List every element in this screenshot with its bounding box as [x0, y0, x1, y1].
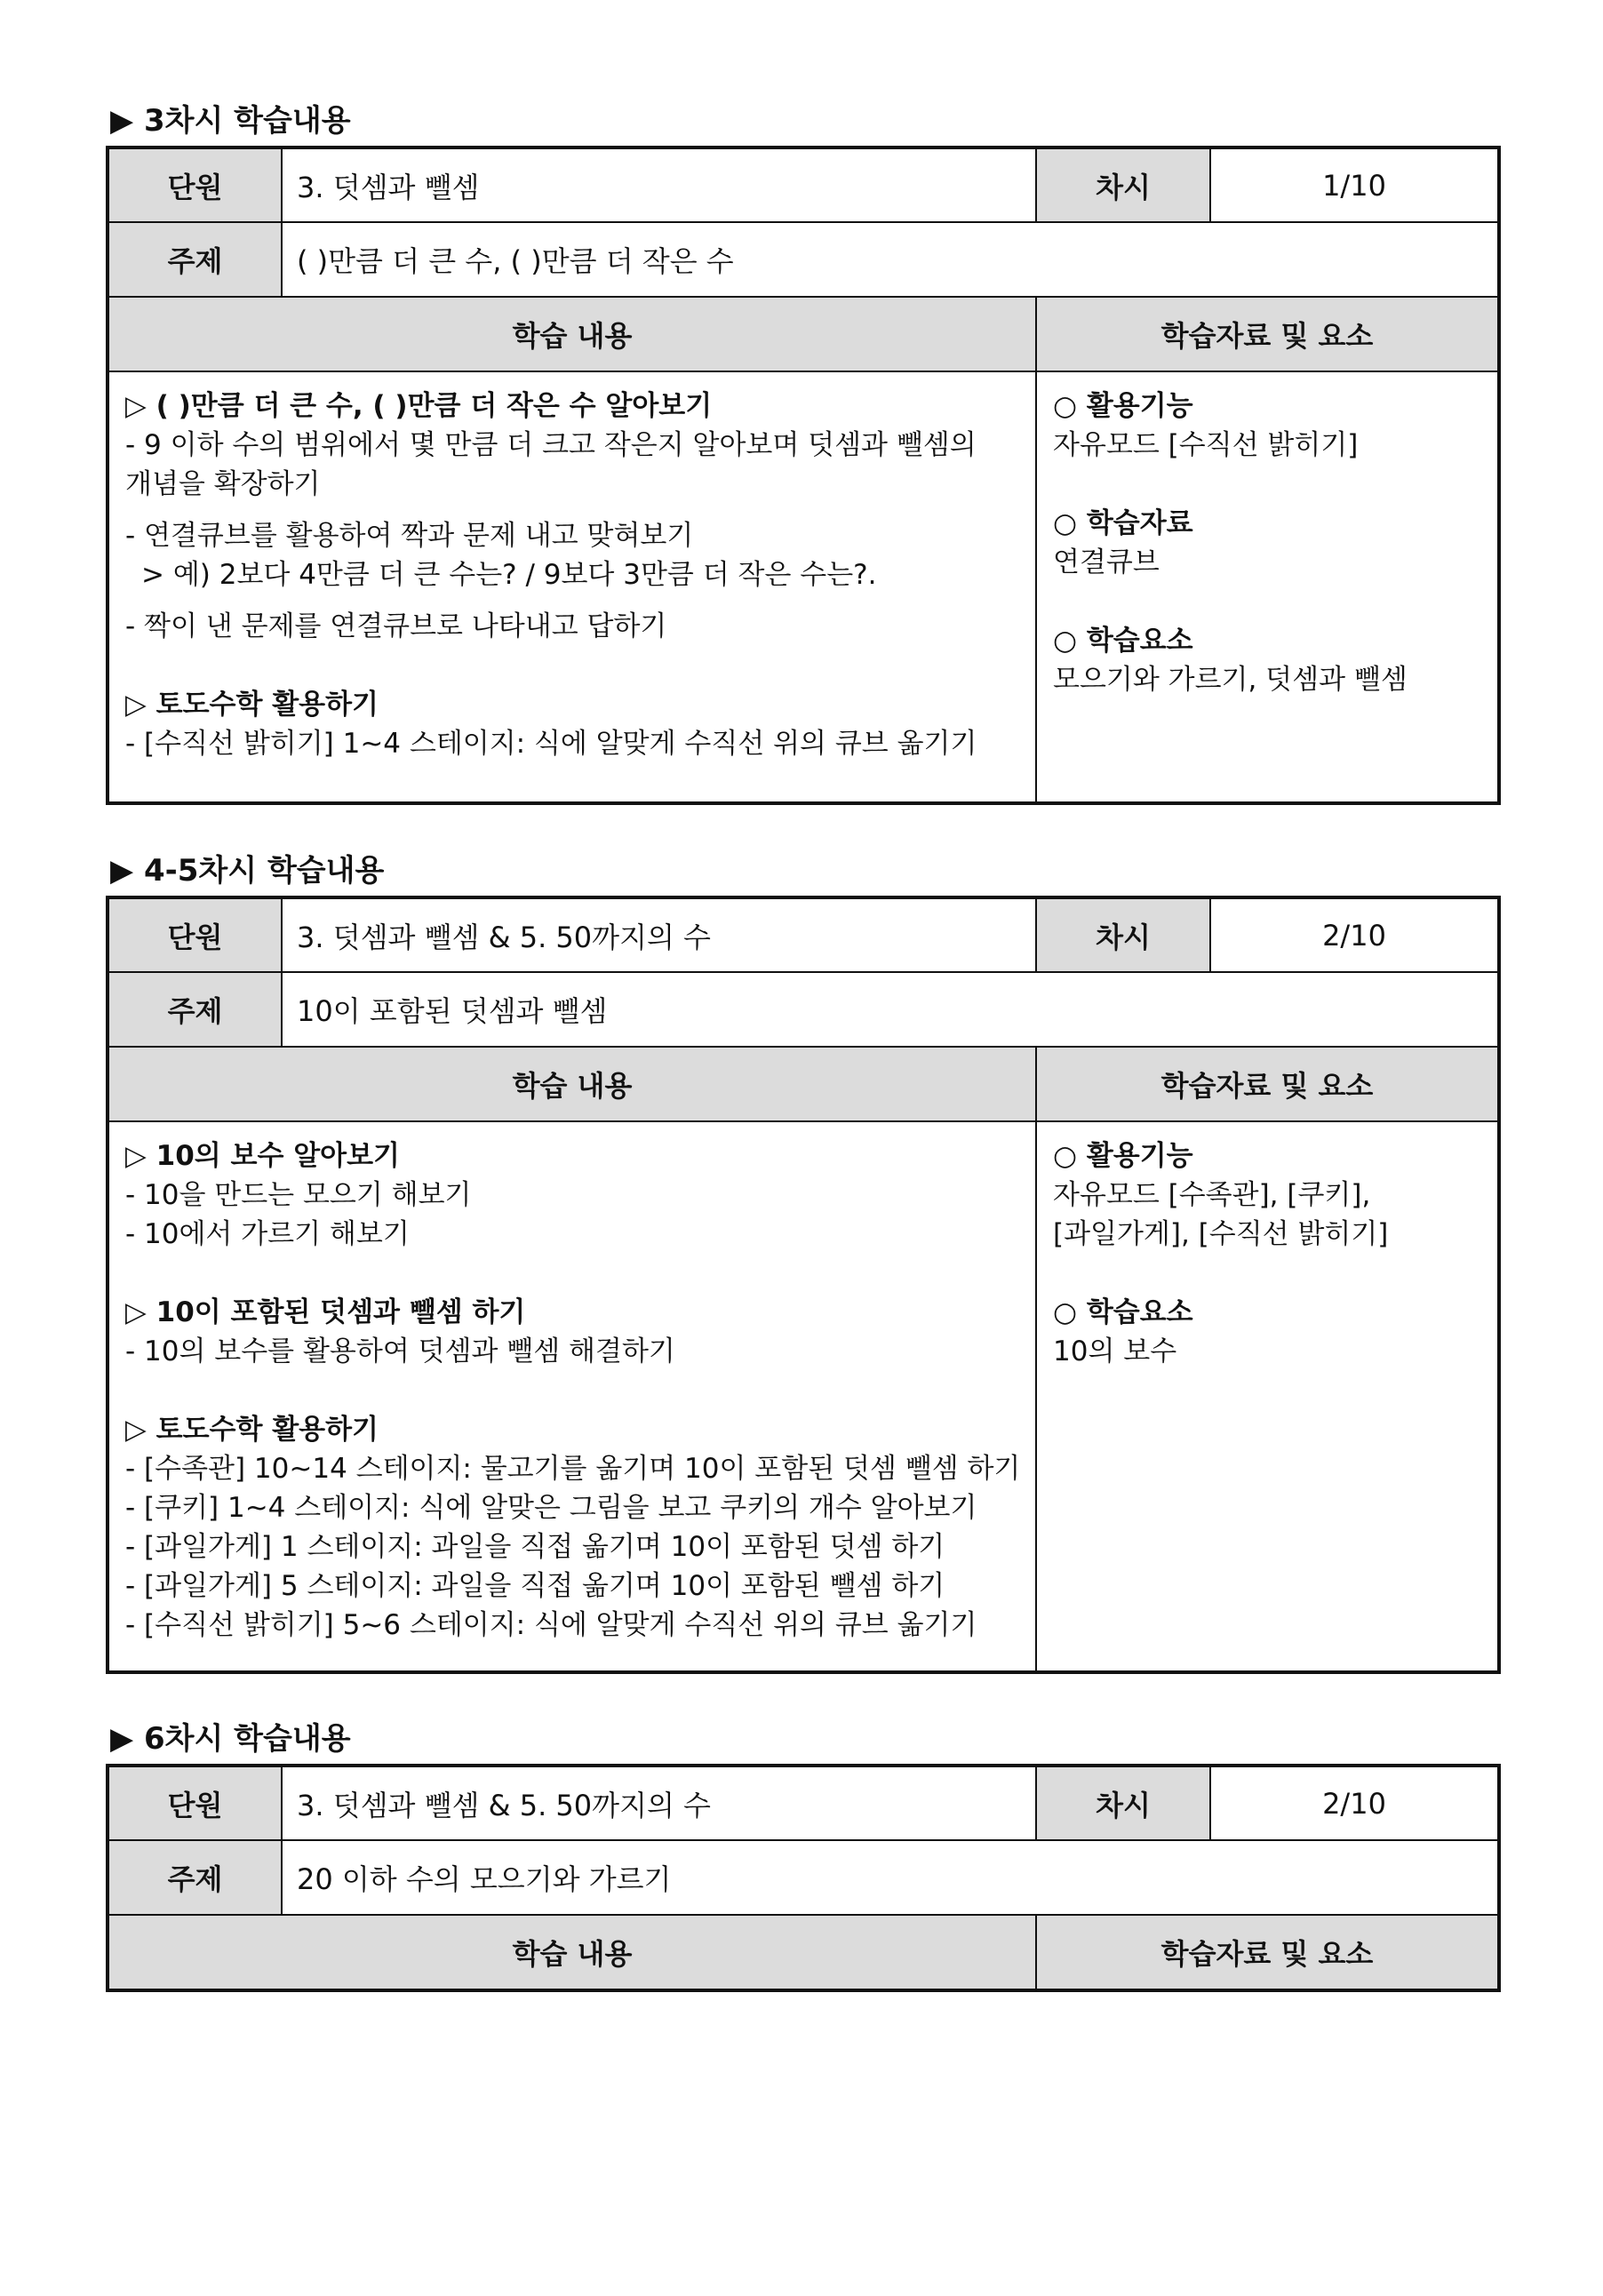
content-line: - [과일가게] 1 스테이지: 과일을 직접 옮기며 10이 포함된 덧셈 하기 [125, 1531, 945, 1563]
triangle-right-icon: ▶ [110, 853, 134, 889]
materials-value: 모으기와 가르기, 덧셈과 뺄셈 [1053, 664, 1408, 696]
period-value: 2/10 [1210, 1766, 1499, 1840]
content-heading: ▷ 토도수학 활용하기 [125, 689, 379, 721]
content-header: 학습 내용 [108, 297, 1036, 371]
materials-header: 학습자료 및 요소 [1036, 297, 1499, 371]
topic-row [108, 972, 1499, 1047]
materials-value: [과일가게], [수직선 밝히기] [1053, 1218, 1389, 1250]
materials-value: 자유모드 [수족관], [쿠키], [1053, 1179, 1371, 1211]
content-line: > 예) 2보다 4만큼 더 큰 수는? / 9보다 3만큼 더 작은 수는?. [141, 559, 877, 591]
period-label: 차시 [1036, 147, 1210, 222]
materials-heading: ○ 활용기능 [1053, 390, 1193, 422]
content-line: - 짝이 낸 문제를 연결큐브로 나타내고 답하기 [125, 610, 667, 642]
learning-content [108, 371, 1036, 803]
content-line: - [과일가게] 5 스테이지: 과일을 직접 옮기며 10이 포함된 뺄셈 하기 [125, 1570, 945, 1602]
content-line: - [수직선 밝히기] 5~6 스테이지: 식에 알맞게 수직선 위의 큐브 옮기기 [125, 1609, 977, 1641]
materials-header: 학습자료 및 요소 [1036, 1915, 1499, 1990]
section-title-3: ▶ 3차시 학습내용 [110, 103, 351, 139]
section-title-4-5: ▶ 4-5차시 학습내용 [110, 853, 385, 889]
triangle-right-icon: ▶ [110, 103, 134, 139]
materials-value: 자유모드 [수직선 밝히기] [1053, 429, 1359, 461]
content-line: - [쿠키] 1~4 스테이지: 식에 알맞은 그림을 보고 쿠키의 개수 알아보기 [125, 1492, 977, 1524]
header-row [108, 1915, 1499, 1990]
content-heading: ▷ 10의 보수 알아보기 [125, 1140, 400, 1172]
section-title-6: ▶ 6차시 학습내용 [110, 1721, 351, 1757]
topic-value: ( )만큼 더 큰 수, ( )만큼 더 작은 수 [282, 222, 1499, 297]
learning-materials [1036, 1121, 1499, 1672]
unit-value: 3. 덧셈과 뺄셈 & 5. 50까지의 수 [282, 897, 1036, 972]
content-heading: ▷ 10이 포함된 덧셈과 뺄셈 하기 [125, 1296, 526, 1328]
topic-value: 20 이하 수의 모으기와 가르기 [282, 1840, 1499, 1915]
content-line: - 9 이하 수의 범위에서 몇 만큼 더 크고 작은지 알아보며 덧셈과 뺄셈의 [125, 429, 977, 461]
learning-materials [1036, 371, 1499, 803]
materials-value: 연결큐브 [1053, 546, 1160, 578]
content-line: 개념을 확장하기 [125, 468, 321, 500]
content-line: - 10의 보수를 활용하여 덧셈과 뺄셈 해결하기 [125, 1335, 675, 1367]
unit-row [108, 147, 1499, 222]
topic-label: 주제 [108, 972, 282, 1047]
header-row [108, 297, 1499, 371]
learning-content [108, 1121, 1036, 1672]
topic-label: 주제 [108, 222, 282, 297]
content-line: - 연결큐브를 활용하여 짝과 문제 내고 맞혀보기 [125, 520, 694, 552]
topic-value: 10이 포함된 덧셈과 뺄셈 [282, 972, 1499, 1047]
period-value: 2/10 [1210, 897, 1499, 972]
content-line: - 10에서 가르기 해보기 [125, 1218, 410, 1250]
materials-heading: ○ 학습요소 [1053, 1296, 1193, 1328]
unit-row [108, 1766, 1499, 1840]
content-heading: ▷ 토도수학 활용하기 [125, 1414, 379, 1446]
materials-heading: ○ 학습요소 [1053, 625, 1193, 657]
triangle-right-icon: ▶ [110, 1721, 134, 1757]
topic-row [108, 1840, 1499, 1915]
header-row [108, 1047, 1499, 1121]
materials-header: 학습자료 및 요소 [1036, 1047, 1499, 1121]
content-line: - [수직선 밝히기] 1~4 스테이지: 식에 알맞게 수직선 위의 큐브 옮기기 [125, 728, 977, 760]
lesson-table-4-5 [106, 896, 1501, 1674]
lesson-table-6 [106, 1764, 1501, 1992]
topic-row [108, 222, 1499, 297]
period-label: 차시 [1036, 1766, 1210, 1840]
unit-value: 3. 덧셈과 뺄셈 & 5. 50까지의 수 [282, 1766, 1036, 1840]
topic-label: 주제 [108, 1840, 282, 1915]
content-header: 학습 내용 [108, 1047, 1036, 1121]
unit-label: 단원 [108, 147, 282, 222]
content-row [108, 371, 1499, 803]
content-line: - [수족관] 10~14 스테이지: 물고기를 옮기며 10이 포함된 덧셈 뺄셈 하기 [125, 1453, 1021, 1485]
unit-value: 3. 덧셈과 뺄셈 [282, 147, 1036, 222]
period-value: 1/10 [1210, 147, 1499, 222]
period-label: 차시 [1036, 897, 1210, 972]
unit-row [108, 897, 1499, 972]
materials-value: 10의 보수 [1053, 1335, 1177, 1367]
unit-label: 단원 [108, 897, 282, 972]
content-row [108, 1121, 1499, 1672]
content-heading: ▷ ( )만큼 더 큰 수, ( )만큼 더 작은 수 알아보기 [125, 390, 713, 422]
content-line: - 10을 만드는 모으기 해보기 [125, 1179, 472, 1211]
lesson-table-3 [106, 146, 1501, 805]
materials-heading: ○ 활용기능 [1053, 1140, 1193, 1172]
unit-label: 단원 [108, 1766, 282, 1840]
materials-heading: ○ 학습자료 [1053, 507, 1193, 539]
content-header: 학습 내용 [108, 1915, 1036, 1990]
